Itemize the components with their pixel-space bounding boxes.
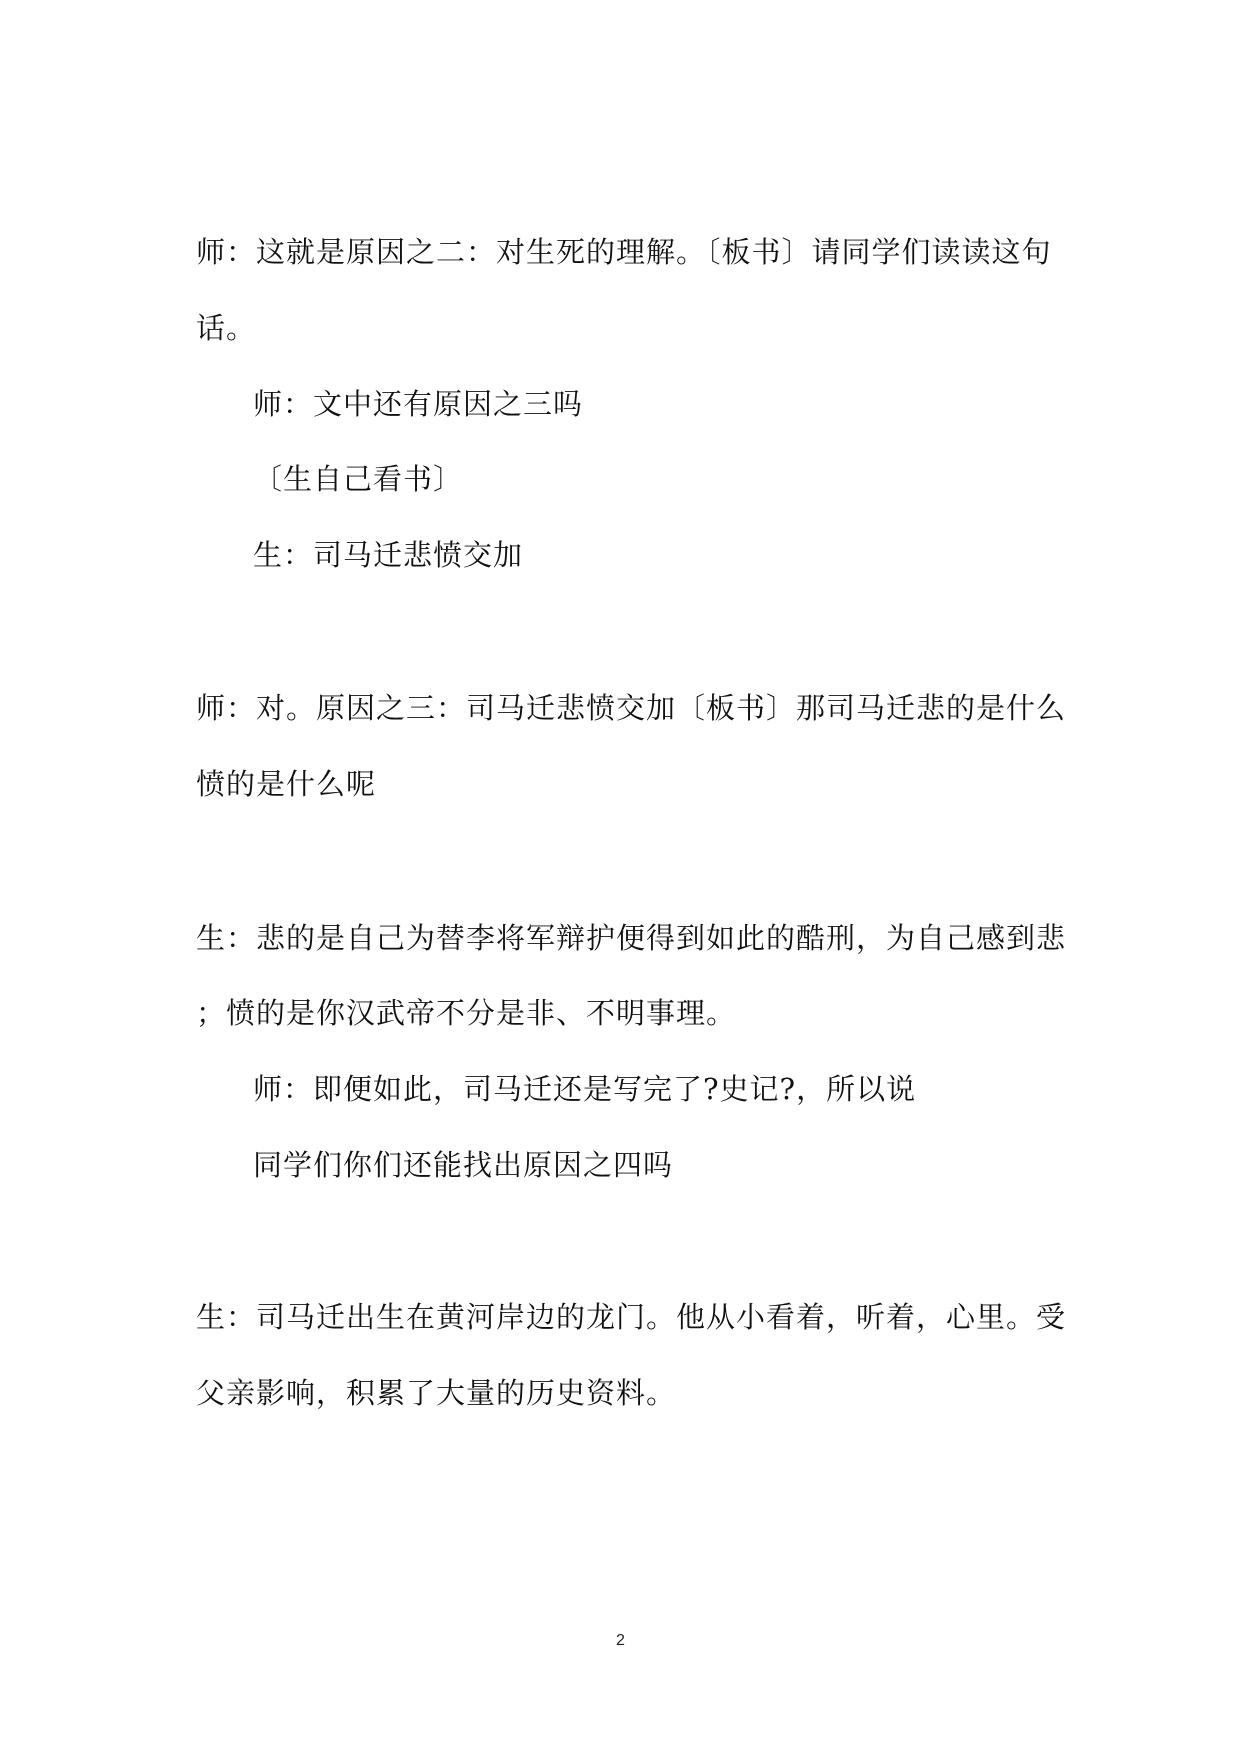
page-number: 2	[616, 1632, 625, 1649]
text-line: ；愤的是你汉武帝不分是非、不明事理。	[196, 996, 737, 1030]
text-line: 父亲影响，积累了大量的历史资料。	[196, 1376, 677, 1410]
text-line: 〔生自己看书〕	[253, 462, 464, 496]
text-line: 生：司马迁出生在黄河岸边的龙门。他从小看着，听着，心里。受	[196, 1300, 1067, 1334]
text-line: 话。	[196, 311, 257, 345]
text-line: 同学们你们还能找出原因之四吗	[253, 1148, 674, 1182]
text-line: 师：这就是原因之二：对生死的理解。〔板书〕请同学们读读这句	[196, 235, 1052, 269]
text-line: 师：即便如此，司马迁还是写完了?史记?，所以说	[253, 1072, 917, 1106]
text-line: 愤的是什么呢	[196, 767, 377, 801]
text-line: 生：悲的是自己为替李将军辩护便得到如此的酷刑，为自己感到悲	[196, 921, 1067, 955]
text-line: 师：文中还有原因之三吗	[253, 387, 584, 421]
text-line: 师：对。原因之三：司马迁悲愤交加〔板书〕那司马迁悲的是什么	[196, 691, 1067, 725]
text-line: 生：司马迁悲愤交加	[253, 538, 524, 572]
